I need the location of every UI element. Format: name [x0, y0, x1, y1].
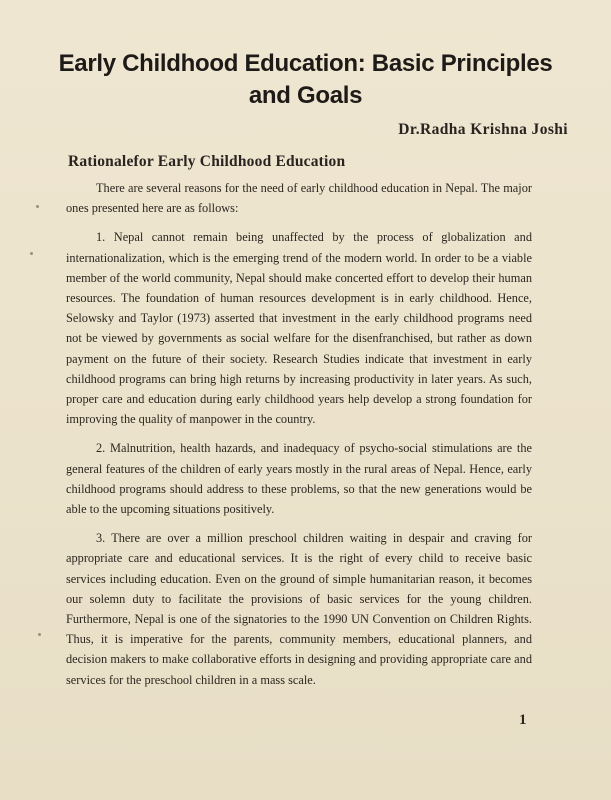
paragraph-point-3: 3. There are over a million preschool children waiting in despair and craving for appropriate care and educational services. It is the right of every child to receive basic services including education. Even on the ground of simple humanitarian reason, it becomes our solemn duty to facilitate the provisions of basic services for the young children. Furthermore, Nepal is one of the signatories to the 1990 UN Convention on Children Rights. Thus, it is imperative for the parents, community members, educational planners, and decision makers to make collaborative efforts in designing and providing appropriate care and services for the preschool children in a mass scale. — [66, 531, 532, 687]
section-heading: Rationalefor Early Childhood Education — [68, 153, 346, 170]
author-name: Dr.Radha Krishna Joshi — [398, 121, 568, 138]
page-number: 1 — [519, 712, 527, 728]
paragraph-intro: There are several reasons for the need of early childhood education in Nepal. The major ones presented here are as follows: — [66, 181, 532, 216]
paper-speck — [30, 252, 33, 255]
paper-speck — [38, 633, 41, 636]
paragraph-point-1: 1. Nepal cannot remain being unaffected by the process of globalization and internationalization, which is the emerging trend of the modern world. In order to be a viable member of the world community, Nepal should make concerted effort to develop their human resources. The foundation of human resources development is in early childhood. Hence, Selowsky and Taylor (1973) asserted that investment in the early childhood programs need not be viewed by governments as social welfare for the disenfranchised, but rather as down payment on the future of their society. Research Studies indicate that investment in early childhood programs can bring high returns by increasing productivity in later years. As such, proper care and education during early childhood years help develop a strong foundation for improving the quality of manpower in the country. — [66, 230, 532, 427]
paragraph-point-2: 2. Malnutrition, health hazards, and inadequacy of psycho-social stimulations are the general features of the children of early years mostly in the rural areas of Nepal. Hence, early childhood programs should address to these problems, so that the new generations would be able to the upcoming situations positively. — [66, 441, 532, 517]
paper-speck — [36, 205, 39, 208]
document-title: Early Childhood Education: Basic Principles and Goals — [58, 50, 553, 109]
body-text — [66, 178, 532, 699]
